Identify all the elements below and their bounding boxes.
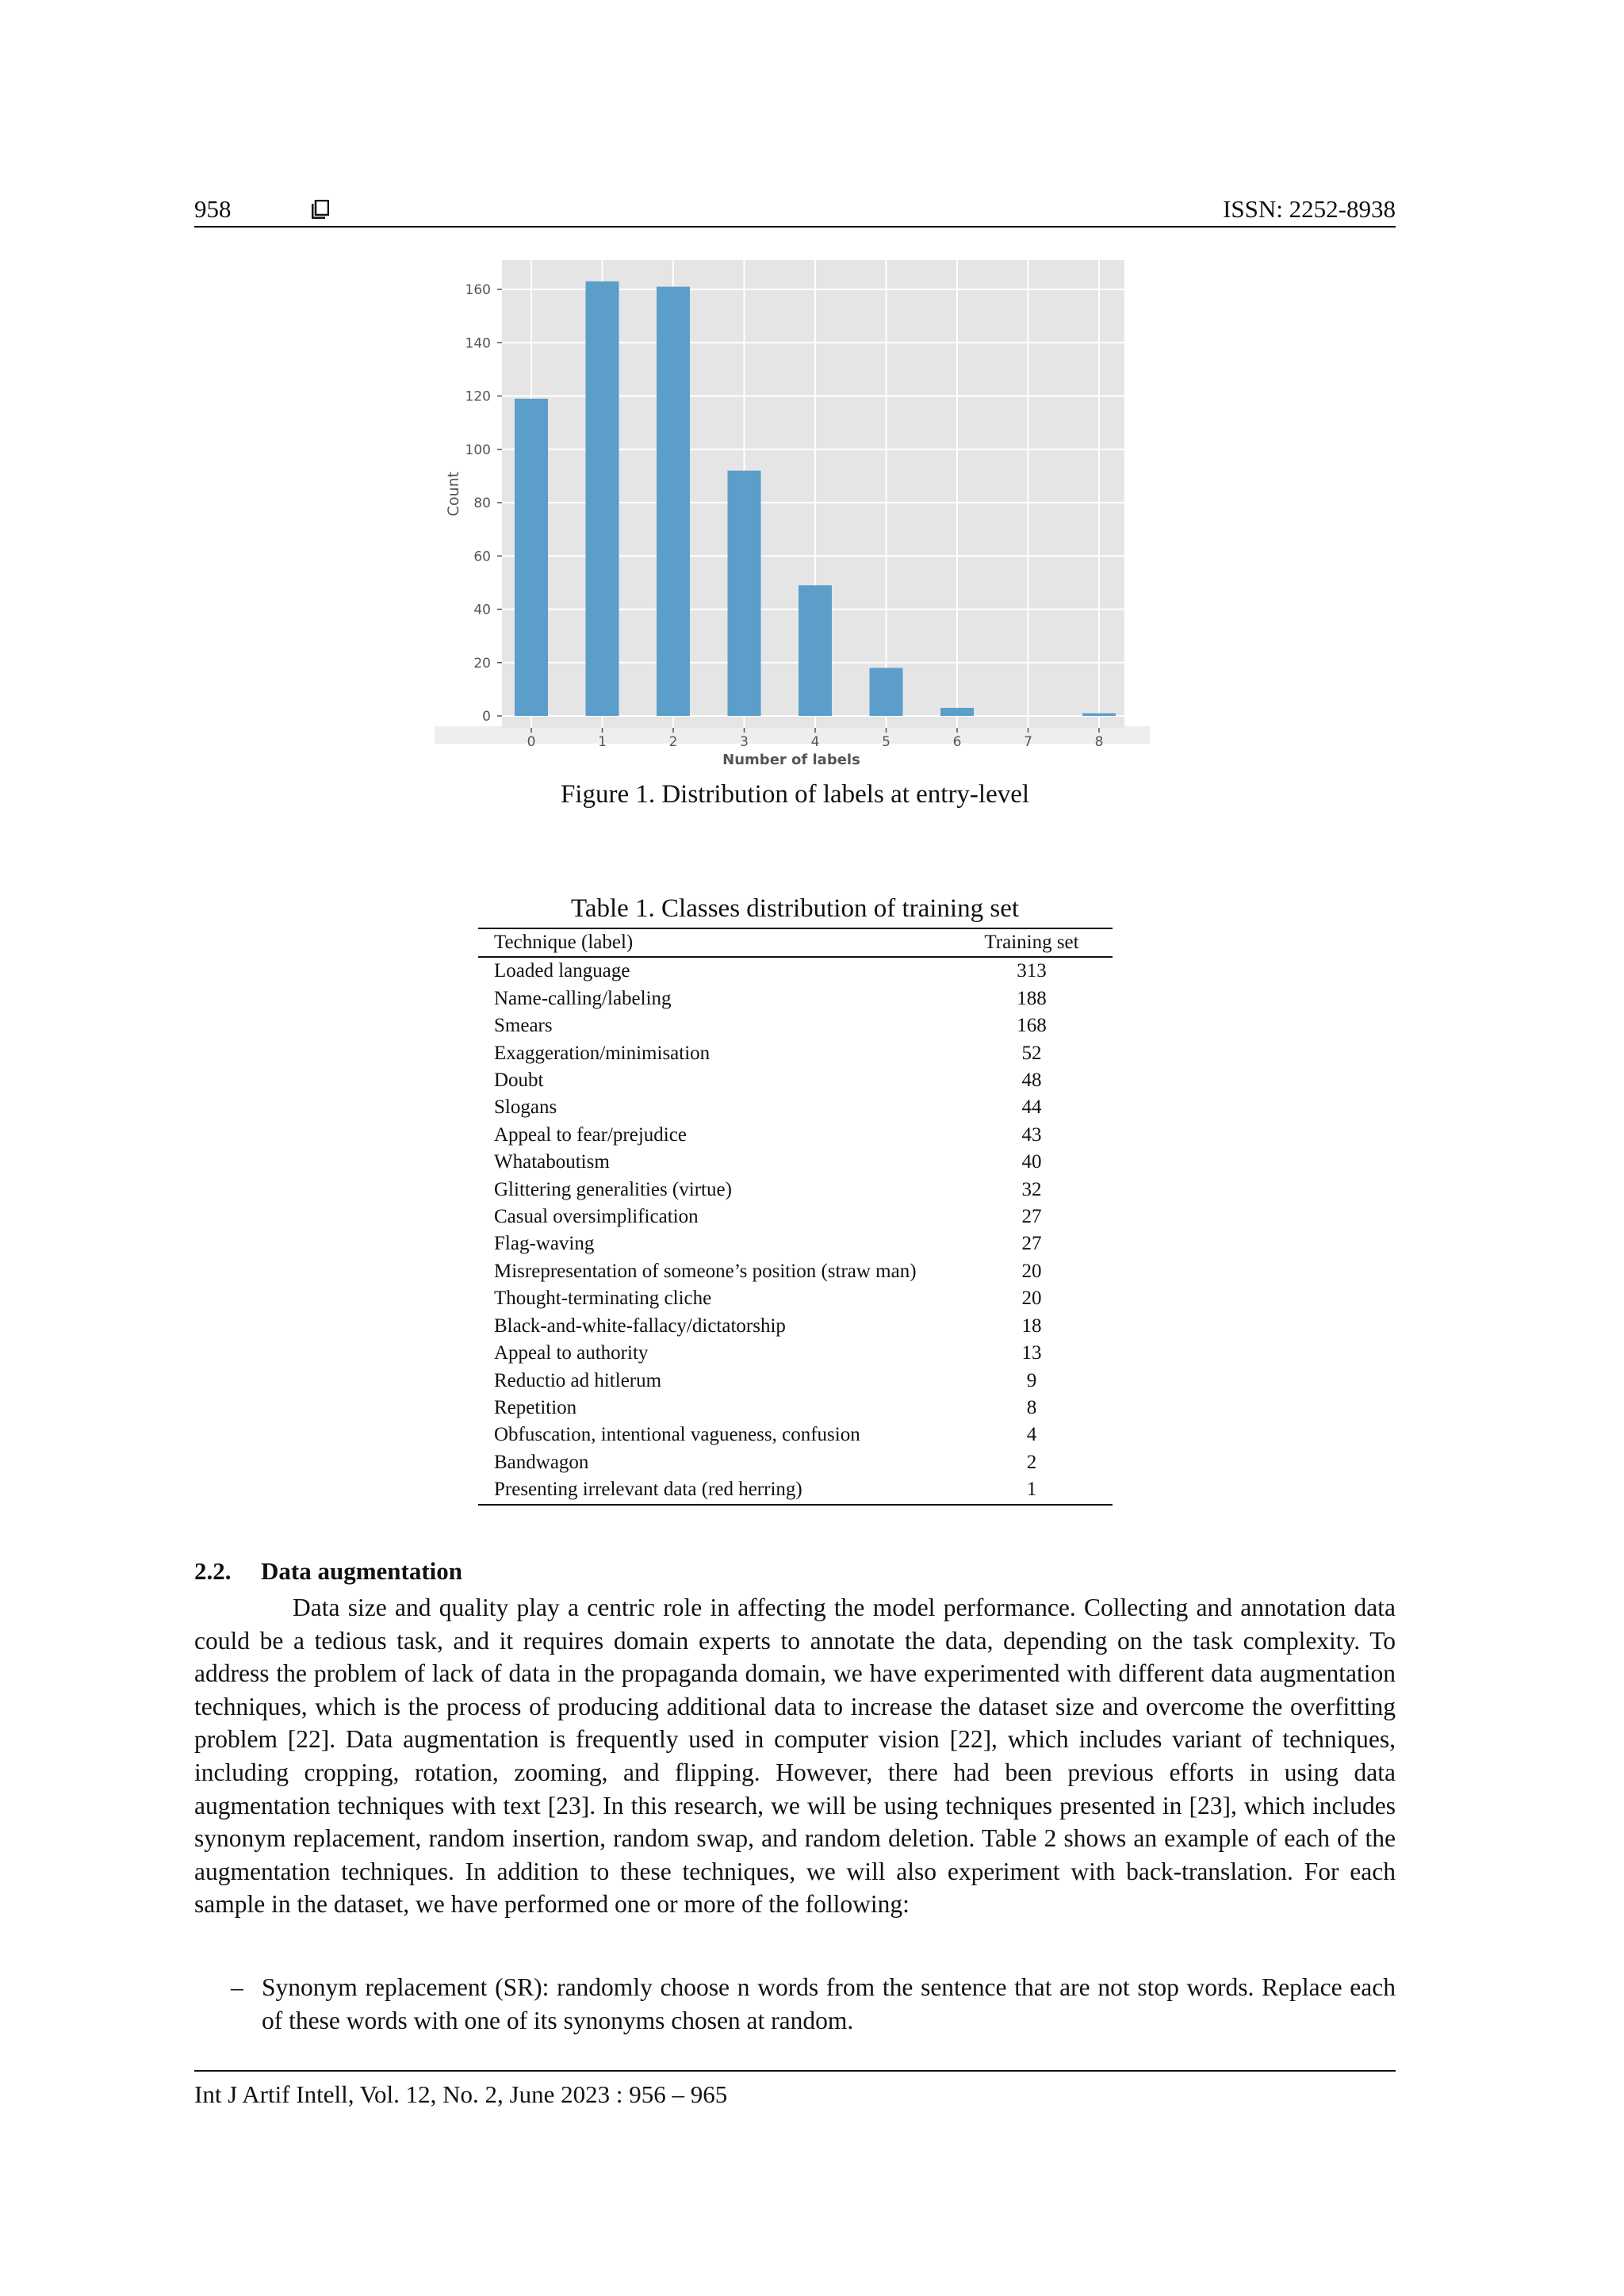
bar	[657, 287, 690, 716]
technique-cell: Smears	[494, 1015, 553, 1037]
x-tick-label: 7	[1024, 734, 1032, 750]
column-header-technique: Technique (label)	[494, 932, 634, 953]
x-tick-label: 4	[810, 734, 820, 750]
table-row	[478, 1012, 1113, 1039]
table-row	[478, 1203, 1113, 1230]
technique-cell: Presenting irrelevant data (red herring)	[494, 1479, 802, 1501]
technique-cell: Slogans	[494, 1096, 557, 1119]
table-row	[478, 1177, 1113, 1203]
x-tick-label: 0	[527, 734, 536, 750]
list-item	[194, 1971, 1396, 2037]
figure-caption: Figure 1. Distribution of labels at entry-level	[560, 780, 1030, 809]
technique-cell: Appeal to fear/prejudice	[494, 1123, 687, 1146]
technique-cell: Obfuscation, intentional vagueness, confusion	[494, 1424, 860, 1446]
table-row	[478, 1149, 1113, 1176]
bar	[728, 471, 761, 716]
body-paragraph: Data size and quality play a centric role in affecting the model performance. Collecting and annotation data could be a tedious task, and it requires domain experts to annotate the data, depending on the task complexity. To address the problem of lack of data in the propaganda domain, we have experimented with different data augmentation techniques, which is the process of producing additional data to increase the dataset size and overcome the overfitting problem [22]. Data augmentation is frequently used in computer vision [22], which includes variant of techniques, including cropping, rotation, zooming, and flipping. However, there had been previous efforts in using data augmentation techniques with text [23]. In this research, we will be using techniques presented in [23], which includes synonym replacement, random insertion, random swap, and random deletion. Table 2 shows an example of each of the augmentation techniques. In addition to these techniques, we will also experiment with back-translation. For each sample in the dataset, we have performed one or more of the following:	[194, 1594, 1396, 1919]
running-header	[194, 189, 1396, 228]
x-tick-label: 3	[740, 734, 749, 750]
table-caption: Table 1. Classes distribution of training set	[570, 894, 1020, 923]
bar	[1082, 714, 1116, 716]
technique-cell: Appeal to authority	[494, 1342, 649, 1364]
axis-strip	[435, 726, 1150, 744]
table-row	[478, 1449, 1113, 1476]
y-tick-label: 60	[473, 549, 491, 565]
table-row	[478, 1340, 1113, 1367]
table-header-row	[478, 928, 1113, 957]
table-row	[478, 1422, 1113, 1448]
x-tick-label: 2	[668, 734, 678, 750]
count-cell: 27	[1021, 1206, 1042, 1228]
bar	[940, 708, 974, 716]
technique-cell: Black-and-white-fallacy/dictatorship	[494, 1314, 786, 1337]
count-cell: 48	[1021, 1070, 1042, 1092]
technique-cell: Glittering generalities (virtue)	[494, 1178, 732, 1200]
table-row	[478, 1230, 1113, 1257]
count-cell: 2	[1026, 1451, 1037, 1473]
y-tick-label: 40	[473, 602, 491, 618]
technique-cell: Misrepresentation of someone’s position (straw man)	[494, 1260, 917, 1282]
count-cell: 43	[1021, 1123, 1042, 1146]
header-divider	[194, 226, 1396, 228]
x-axis-label: Number of labels	[722, 752, 860, 767]
table-row	[478, 1395, 1113, 1422]
count-cell: 8	[1026, 1396, 1037, 1418]
box-icon	[312, 200, 329, 219]
count-cell: 168	[1017, 1015, 1047, 1037]
count-cell: 313	[1017, 960, 1047, 982]
section-number: 2.2.	[194, 1557, 232, 1585]
count-cell: 20	[1021, 1288, 1042, 1310]
count-cell: 44	[1021, 1096, 1042, 1119]
y-tick-label: 80	[473, 496, 491, 511]
issn: ISSN: 2252-8938	[1223, 195, 1396, 223]
section-heading	[194, 1557, 462, 1586]
y-axis-label: Count	[445, 471, 462, 517]
table-row	[478, 1094, 1113, 1121]
technique-cell: Thought-terminating cliche	[494, 1288, 712, 1310]
bar	[870, 668, 903, 716]
x-tick-label: 8	[1094, 734, 1104, 750]
table-row	[478, 1040, 1113, 1067]
table-row	[478, 1258, 1113, 1285]
table-row	[478, 1368, 1113, 1395]
count-cell: 32	[1021, 1178, 1042, 1200]
count-cell: 9	[1026, 1369, 1037, 1391]
y-tick-label: 160	[465, 282, 491, 298]
technique-cell: Bandwagon	[494, 1451, 589, 1473]
table-row	[478, 1313, 1113, 1340]
table-row	[478, 985, 1113, 1012]
x-tick-label: 6	[952, 734, 962, 750]
bar	[799, 585, 832, 716]
figure-1	[435, 260, 1150, 767]
bar-chart	[435, 260, 1150, 767]
technique-cell: Whataboutism	[494, 1151, 610, 1173]
count-cell: 13	[1021, 1342, 1042, 1364]
technique-cell: Loaded language	[494, 960, 630, 982]
footer-citation: Int J Artif Intell, Vol. 12, No. 2, June 2023 : 956 – 965	[194, 2080, 728, 2108]
x-tick-label: 1	[598, 734, 607, 750]
count-cell: 18	[1021, 1314, 1042, 1337]
page-number: 958	[194, 195, 232, 223]
technique-cell: Casual oversimplification	[494, 1206, 699, 1228]
technique-cell: Exaggeration/minimisation	[494, 1042, 710, 1064]
technique-cell: Reductio ad hitlerum	[494, 1369, 662, 1391]
y-tick-label: 140	[465, 335, 491, 352]
bar	[515, 399, 548, 716]
bullet-marker: –	[231, 1973, 243, 2001]
count-cell: 1	[1026, 1479, 1037, 1501]
y-tick-label: 0	[482, 709, 491, 725]
technique-cell: Name-calling/labeling	[494, 987, 672, 1009]
technique-cell: Flag-waving	[494, 1233, 595, 1255]
section-title: Data augmentation	[261, 1557, 463, 1585]
table-row	[478, 1476, 1113, 1504]
technique-cell: Repetition	[494, 1396, 577, 1418]
x-tick-label: 5	[882, 734, 891, 750]
table-row	[478, 957, 1113, 985]
y-tick-label: 20	[473, 655, 491, 672]
count-cell: 52	[1021, 1042, 1042, 1064]
footer-divider	[194, 2070, 1396, 2072]
bullet-text: Synonym replacement (SR): randomly choose n words from the sentence that are not stop words. Replace each of these words with one of its synonyms chosen at random.	[262, 1973, 1396, 2034]
count-cell: 4	[1026, 1424, 1037, 1446]
technique-cell: Doubt	[494, 1070, 544, 1092]
table-row	[478, 1122, 1113, 1149]
column-header-training-set: Training set	[984, 932, 1079, 953]
bar	[586, 281, 619, 716]
count-cell: 20	[1021, 1260, 1042, 1282]
table-row	[478, 1067, 1113, 1094]
table-row	[478, 1285, 1113, 1312]
y-tick-label: 100	[465, 442, 491, 458]
count-cell: 40	[1021, 1151, 1042, 1173]
classes-table	[478, 928, 1113, 1506]
count-cell: 27	[1021, 1233, 1042, 1255]
y-tick-label: 120	[465, 388, 491, 405]
count-cell: 188	[1017, 987, 1047, 1009]
